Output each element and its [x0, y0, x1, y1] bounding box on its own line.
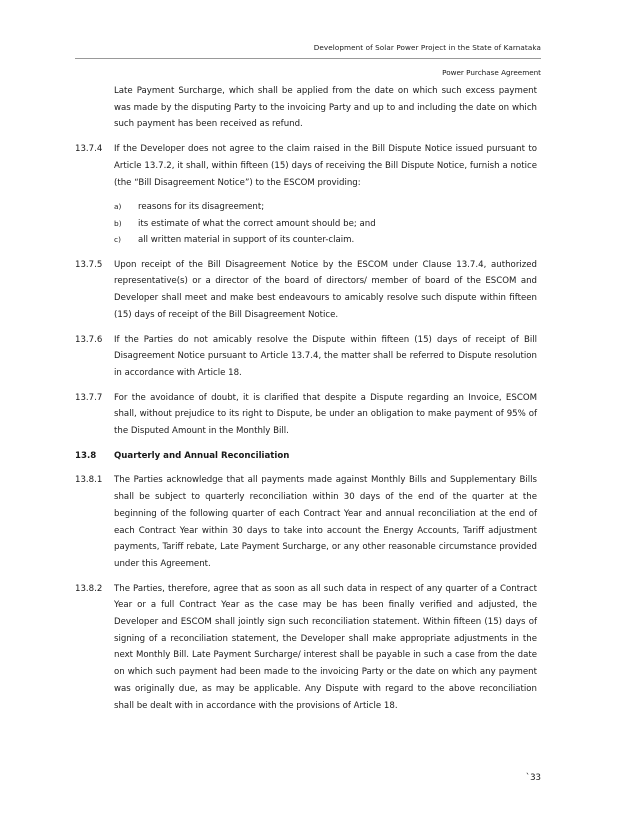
clause-number: 13.7.6	[75, 334, 103, 345]
list-item-text: all written material in support of its counter-claim.	[138, 235, 355, 246]
clause-text: For the avoidance of doubt, it is clarified that despite a Dispute regarding an Invoice, ESCOM shall, without prejudice to its right to Dispute, be under an obligation to make payment of 95% of the Disputed Amount in the Monthly Bill.	[114, 392, 537, 437]
list-item	[114, 216, 537, 233]
section-number: 13.8	[75, 450, 97, 461]
clause-13-7-5	[75, 257, 537, 324]
clause-text: If the Parties do not amicably resolve the Dispute within fifteen (15) days of receipt of Bill Disagreement Notice pursuant to Article 13.7.4, the matter shall be referred to Dispute resolution in accordance with Article 18.	[114, 334, 537, 378]
clause-text: Upon receipt of the Bill Disagreement Notice by the ESCOM under Clause 13.7.4, authorized representative(s) or a director of the board of directors/ member of board of the ESCOM and Developer shall meet and make best endeavours to amicably resolve such dispute within fifteen (15) days of receipt of the Bill Disagreement Notice.	[114, 259, 537, 320]
list-item	[114, 199, 537, 216]
list-marker: c)	[114, 235, 121, 245]
clause-13-7-7	[75, 390, 537, 440]
clause-number: 13.7.5	[75, 259, 103, 270]
running-header-subtitle: Power Purchase Agreement	[442, 68, 541, 77]
page-number: `33	[525, 773, 541, 783]
clause-number: 13.7.4	[75, 144, 103, 155]
running-header-title: Development of Solar Power Project in the State of Karnataka	[313, 43, 541, 52]
clause-text: If the Developer does not agree to the claim raised in the Bill Dispute Notice issued pursuant to Article 13.7.2, it shall, within fifteen (15) days of receiving the Bill Dispute Notice, furnish a notice (the “Bill Disagreement Notice”) to the ESCOM providing:	[114, 144, 537, 188]
clause-text: The Parties acknowledge that all payments made against Monthly Bills and Supplementary Bills shall be subject to quarterly reconciliation within 30 days of the end of the quarter at the beginning of the following quarter of each Contract Year and annual reconciliation at the end of each Contract Year within 30 days to take into account the Energy Accounts, Tariff adjustment payments, Tariff rebate, Late Payment Surcharge, or any other reasonable circumstance provided under this Agreement.	[114, 475, 537, 569]
clause-13-8-2	[75, 581, 537, 715]
list-item-text: its estimate of what the correct amount should be; and	[138, 218, 376, 229]
list-item	[114, 232, 537, 249]
header-divider	[75, 58, 541, 59]
clause-number: 13.8.1	[75, 475, 103, 486]
page-body	[75, 83, 537, 722]
clause-number: 13.7.7	[75, 392, 103, 403]
clause-number: 13.8.2	[75, 583, 103, 594]
list-marker: b)	[114, 218, 122, 228]
clause-13-7-4	[75, 141, 537, 191]
section-title: Quarterly and Annual Reconciliation	[114, 450, 290, 461]
clause-13-7-6	[75, 332, 537, 382]
list-marker: a)	[114, 202, 122, 212]
clause-text: The Parties, therefore, agree that as soon as all such data in respect of any quarter of a Contract Year or a full Contract Year as the case may be has been finally verified and adjusted, the Developer and ESCOM shall jointly sign such reconciliation statement. Within fifteen (15) days of signing of a reconciliation statement, the Developer shall make appropriate adjustments in the next Monthly Bill. Late Payment Surcharge/ interest shall be payable in such a case from the date on which such payment had been made to the invoicing Party or the date on which any payment was originally due, as may be applicable. Any Dispute with regard to the above reconciliation shall be dealt with in accordance with the provisions of Article 18.	[114, 583, 537, 711]
clause-13-7-4-list	[114, 199, 537, 249]
clause-13-8-1	[75, 472, 537, 572]
section-heading-13-8	[75, 448, 537, 465]
list-item-text: reasons for its disagreement;	[138, 202, 265, 213]
continued-paragraph: Late Payment Surcharge, which shall be applied from the date on which such excess payment was made by the disputing Party to the invoicing Party and up to and including the date on which such payment has been received as refund.	[114, 86, 537, 130]
